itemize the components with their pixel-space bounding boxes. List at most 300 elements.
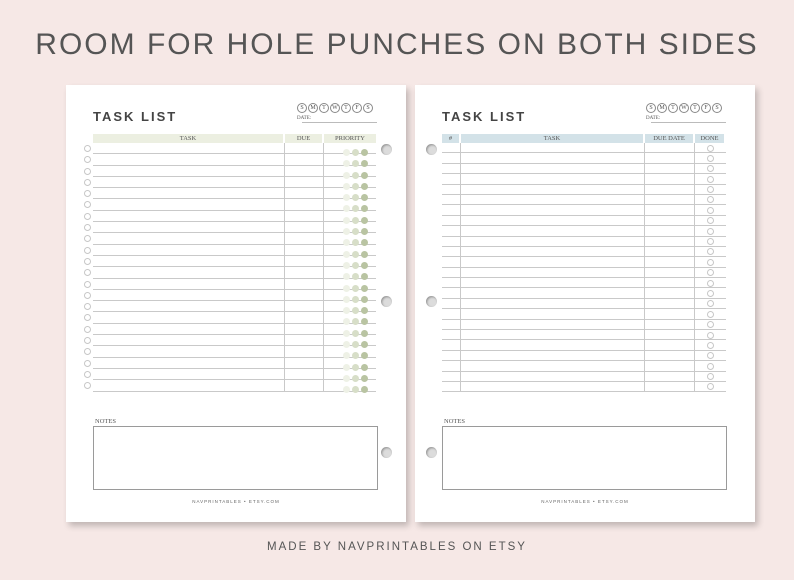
due-date-cell[interactable]: [645, 320, 695, 329]
task-cell[interactable]: [461, 247, 645, 256]
task-cell[interactable]: [93, 301, 285, 311]
due-date-cell[interactable]: [645, 372, 695, 381]
task-cell[interactable]: [461, 216, 645, 225]
hole-punch-icon: [426, 447, 437, 458]
task-cell[interactable]: [93, 369, 285, 379]
due-cell[interactable]: [285, 358, 324, 368]
done-circle-icon[interactable]: [707, 321, 714, 328]
checkbox-circle-icon[interactable]: [84, 337, 91, 344]
notes-label: NOTES: [444, 418, 465, 425]
priority-cell: [324, 199, 376, 209]
table-row: [93, 143, 376, 154]
done-circle-icon[interactable]: [707, 269, 714, 276]
hole-punch-icon: [381, 447, 392, 458]
table-row: [442, 330, 726, 340]
weekday-selector: [297, 103, 373, 113]
weekday-circle: T: [341, 103, 351, 113]
table-row: [93, 188, 376, 199]
table-row: [442, 278, 726, 288]
due-cell[interactable]: [285, 301, 324, 311]
due-date-cell[interactable]: [645, 205, 695, 214]
task-cell[interactable]: [93, 256, 285, 266]
number-cell[interactable]: [442, 268, 461, 277]
header-task: TASK: [93, 134, 283, 143]
table-row: [442, 205, 726, 215]
table-row: [93, 369, 376, 380]
due-cell[interactable]: [285, 233, 324, 243]
header-due: DUE: [285, 134, 322, 143]
task-cell[interactable]: [93, 199, 285, 209]
table-row: [442, 247, 726, 257]
done-circle-icon[interactable]: [707, 248, 714, 255]
checkbox-circle-icon[interactable]: [84, 292, 91, 299]
done-circle-icon[interactable]: [707, 238, 714, 245]
number-cell[interactable]: [442, 382, 461, 391]
done-cell: [695, 164, 726, 173]
done-cell: [695, 216, 726, 225]
done-circle-icon[interactable]: [707, 145, 714, 152]
table-row: [442, 382, 726, 392]
done-cell: [695, 351, 726, 360]
priority-dot-icon[interactable]: [361, 386, 368, 393]
task-cell[interactable]: [93, 188, 285, 198]
checkbox-circle-icon[interactable]: [84, 382, 91, 389]
header-done: DONE: [695, 134, 724, 143]
task-table: [442, 134, 726, 392]
due-cell[interactable]: [285, 143, 324, 153]
checkbox-circle-icon[interactable]: [84, 348, 91, 355]
done-circle-icon[interactable]: [707, 300, 714, 307]
table-row: [93, 256, 376, 267]
due-cell[interactable]: [285, 188, 324, 198]
table-row: [442, 237, 726, 247]
due-cell[interactable]: [285, 256, 324, 266]
weekday-circle: S: [363, 103, 373, 113]
task-cell[interactable]: [93, 177, 285, 187]
table-row: [442, 185, 726, 195]
priority-cell: [324, 324, 376, 334]
page-title: TASK LIST: [442, 109, 527, 124]
footer-credit: MADE BY NAVPRINTABLES ON ETSY: [267, 541, 527, 553]
checkbox-circle-icon[interactable]: [84, 360, 91, 367]
due-cell[interactable]: [285, 222, 324, 232]
task-cell[interactable]: [461, 268, 645, 277]
hole-punch-icon: [426, 144, 437, 155]
number-cell[interactable]: [442, 372, 461, 381]
table-row: [442, 340, 726, 350]
checkbox-circle-icon[interactable]: [84, 235, 91, 242]
weekday-circle: T: [690, 103, 700, 113]
weekday-circle: S: [712, 103, 722, 113]
priority-cell: [324, 290, 376, 300]
task-cell[interactable]: [93, 245, 285, 255]
priority-cell: [324, 177, 376, 187]
task-cell[interactable]: [461, 278, 645, 287]
due-date-cell[interactable]: [645, 195, 695, 204]
done-cell: [695, 153, 726, 162]
table-row: [93, 267, 376, 278]
table-row: [442, 226, 726, 236]
done-circle-icon[interactable]: [707, 352, 714, 359]
done-cell: [695, 185, 726, 194]
table-row: [442, 361, 726, 371]
due-date-cell[interactable]: [645, 268, 695, 277]
task-cell[interactable]: [93, 324, 285, 334]
number-cell[interactable]: [442, 330, 461, 339]
due-cell[interactable]: [285, 211, 324, 221]
weekday-circle: T: [668, 103, 678, 113]
done-cell: [695, 288, 726, 297]
table-row: [93, 233, 376, 244]
task-cell[interactable]: [461, 205, 645, 214]
priority-cell: [324, 335, 376, 345]
weekday-circle: S: [646, 103, 656, 113]
priority-dot-icon[interactable]: [343, 386, 350, 393]
number-cell[interactable]: [442, 257, 461, 266]
due-date-cell[interactable]: [645, 351, 695, 360]
done-circle-icon[interactable]: [707, 311, 714, 318]
priority-cell: [324, 267, 376, 277]
due-cell[interactable]: [285, 279, 324, 289]
done-cell: [695, 278, 726, 287]
done-cell: [695, 257, 726, 266]
task-cell[interactable]: [93, 358, 285, 368]
task-cell[interactable]: [93, 290, 285, 300]
task-cell[interactable]: [93, 267, 285, 277]
checkbox-circle-icon[interactable]: [84, 281, 91, 288]
table-row: [93, 222, 376, 233]
checkbox-circle-icon[interactable]: [84, 371, 91, 378]
task-cell[interactable]: [461, 288, 645, 297]
table-row: [93, 199, 376, 210]
due-cell[interactable]: [285, 154, 324, 164]
priority-cell: [324, 188, 376, 198]
done-circle-icon[interactable]: [707, 217, 714, 224]
due-cell[interactable]: [285, 199, 324, 209]
table-row: [93, 358, 376, 369]
header-priority: PRIORITY: [324, 134, 376, 143]
table-row: [442, 268, 726, 278]
done-cell: [695, 320, 726, 329]
table-row: [442, 351, 726, 361]
table-body: [93, 143, 376, 392]
number-cell[interactable]: [442, 216, 461, 225]
task-cell[interactable]: [461, 320, 645, 329]
task-cell[interactable]: [461, 153, 645, 162]
table-row: [93, 324, 376, 335]
due-date-cell[interactable]: [645, 382, 695, 391]
task-cell[interactable]: [461, 257, 645, 266]
priority-cell: [324, 279, 376, 289]
table-row: [442, 153, 726, 163]
done-circle-icon[interactable]: [707, 196, 714, 203]
done-circle-icon[interactable]: [707, 155, 714, 162]
task-cell[interactable]: [93, 166, 285, 176]
number-cell[interactable]: [442, 185, 461, 194]
priority-cell: [324, 346, 376, 356]
table-row: [442, 164, 726, 174]
number-cell[interactable]: [442, 278, 461, 287]
task-cell[interactable]: [93, 154, 285, 164]
table-row: [93, 279, 376, 290]
priority-cell: [324, 154, 376, 164]
table-row: [442, 143, 726, 153]
number-cell[interactable]: [442, 153, 461, 162]
task-cell[interactable]: [93, 211, 285, 221]
number-cell[interactable]: [442, 143, 461, 152]
notes-box: [442, 426, 727, 490]
priority-cell: [324, 312, 376, 322]
checkbox-circle-icon[interactable]: [84, 145, 91, 152]
headline: ROOM FOR HOLE PUNCHES ON BOTH SIDES: [35, 28, 759, 61]
task-cell[interactable]: [461, 382, 645, 391]
table-header: [93, 134, 376, 143]
done-cell: [695, 237, 726, 246]
number-cell[interactable]: [442, 237, 461, 246]
number-cell[interactable]: [442, 247, 461, 256]
notes-box: [93, 426, 378, 490]
done-cell: [695, 268, 726, 277]
done-cell: [695, 330, 726, 339]
due-date-cell[interactable]: [645, 247, 695, 256]
priority-cell: [324, 245, 376, 255]
number-cell[interactable]: [442, 320, 461, 329]
weekday-circle: T: [319, 103, 329, 113]
checkbox-circle-icon[interactable]: [84, 156, 91, 163]
table-row: [442, 372, 726, 382]
due-date-cell[interactable]: [645, 226, 695, 235]
checkbox-circle-icon[interactable]: [84, 314, 91, 321]
due-cell[interactable]: [285, 380, 324, 390]
page-title: TASK LIST: [93, 109, 178, 124]
due-date-cell[interactable]: [645, 216, 695, 225]
number-cell[interactable]: [442, 174, 461, 183]
due-date-cell[interactable]: [645, 174, 695, 183]
number-cell[interactable]: [442, 340, 461, 349]
due-date-cell[interactable]: [645, 278, 695, 287]
done-circle-icon[interactable]: [707, 186, 714, 193]
number-cell[interactable]: [442, 351, 461, 360]
due-date-cell[interactable]: [645, 143, 695, 152]
done-cell: [695, 174, 726, 183]
priority-cell: [324, 166, 376, 176]
done-circle-icon[interactable]: [707, 165, 714, 172]
task-cell[interactable]: [461, 309, 645, 318]
checkbox-circle-icon[interactable]: [84, 201, 91, 208]
due-cell[interactable]: [285, 290, 324, 300]
table-row: [93, 301, 376, 312]
task-cell[interactable]: [461, 185, 645, 194]
due-cell[interactable]: [285, 369, 324, 379]
done-cell: [695, 372, 726, 381]
done-cell: [695, 205, 726, 214]
weekday-selector: [646, 103, 722, 113]
checkbox-circle-icon[interactable]: [84, 224, 91, 231]
table-body: [442, 143, 726, 392]
task-cell[interactable]: [93, 222, 285, 232]
done-cell: [695, 361, 726, 370]
task-cell[interactable]: [93, 279, 285, 289]
due-date-cell[interactable]: [645, 185, 695, 194]
due-date-cell[interactable]: [645, 164, 695, 173]
due-cell[interactable]: [285, 267, 324, 277]
priority-cell: [324, 380, 376, 390]
done-circle-icon[interactable]: [707, 373, 714, 380]
date-label: DATE:: [646, 116, 661, 121]
due-date-cell[interactable]: [645, 257, 695, 266]
done-circle-icon[interactable]: [707, 383, 714, 390]
table-row: [93, 211, 376, 222]
table-row: [93, 245, 376, 256]
table-row: [93, 380, 376, 391]
number-cell[interactable]: [442, 205, 461, 214]
task-table: [93, 134, 376, 392]
table-row: [442, 288, 726, 298]
table-row: [93, 312, 376, 323]
date-label: DATE:: [297, 116, 312, 121]
priority-cell: [324, 369, 376, 379]
done-circle-icon[interactable]: [707, 332, 714, 339]
task-cell[interactable]: [93, 143, 285, 153]
priority-dot-icon[interactable]: [352, 386, 359, 393]
priority-cell: [324, 211, 376, 221]
done-circle-icon[interactable]: [707, 207, 714, 214]
done-cell: [695, 226, 726, 235]
priority-cell: [324, 256, 376, 266]
table-row: [442, 216, 726, 226]
task-cell[interactable]: [461, 174, 645, 183]
weekday-circle: W: [679, 103, 689, 113]
done-circle-icon[interactable]: [707, 290, 714, 297]
task-cell[interactable]: [93, 335, 285, 345]
table-row: [93, 346, 376, 357]
done-cell: [695, 299, 726, 308]
done-cell: [695, 195, 726, 204]
due-date-cell[interactable]: [645, 330, 695, 339]
number-cell[interactable]: [442, 299, 461, 308]
table-row: [442, 309, 726, 319]
done-circle-icon[interactable]: [707, 176, 714, 183]
hole-punch-icon: [381, 296, 392, 307]
task-cell[interactable]: [93, 346, 285, 356]
due-cell[interactable]: [285, 245, 324, 255]
due-date-cell[interactable]: [645, 299, 695, 308]
done-circle-icon[interactable]: [707, 280, 714, 287]
number-cell[interactable]: [442, 164, 461, 173]
due-date-cell[interactable]: [645, 237, 695, 246]
weekday-circle: W: [330, 103, 340, 113]
task-list-page-right: [415, 85, 755, 522]
done-circle-icon[interactable]: [707, 259, 714, 266]
due-date-cell[interactable]: [645, 340, 695, 349]
weekday-circle: F: [701, 103, 711, 113]
header-task: TASK: [461, 134, 643, 143]
table-row: [442, 320, 726, 330]
table-row: [93, 335, 376, 346]
checkbox-circle-icon[interactable]: [84, 168, 91, 175]
hole-punch-icon: [381, 144, 392, 155]
weekday-circle: M: [308, 103, 318, 113]
table-row: [442, 174, 726, 184]
task-cell[interactable]: [461, 237, 645, 246]
checkbox-circle-icon[interactable]: [84, 269, 91, 276]
due-cell[interactable]: [285, 177, 324, 187]
table-row: [442, 195, 726, 205]
due-date-cell[interactable]: [645, 361, 695, 370]
weekday-circle: F: [352, 103, 362, 113]
checkbox-circle-icon[interactable]: [84, 190, 91, 197]
task-cell[interactable]: [461, 143, 645, 152]
checkbox-circle-icon[interactable]: [84, 247, 91, 254]
done-circle-icon[interactable]: [707, 228, 714, 235]
weekday-circle: S: [297, 103, 307, 113]
due-cell[interactable]: [285, 166, 324, 176]
done-circle-icon[interactable]: [707, 363, 714, 370]
header-number: #: [442, 134, 459, 143]
date-line: [651, 122, 726, 123]
number-cell[interactable]: [442, 309, 461, 318]
task-cell[interactable]: [93, 312, 285, 322]
priority-cell: [324, 222, 376, 232]
task-cell[interactable]: [461, 299, 645, 308]
task-cell[interactable]: [461, 351, 645, 360]
checkbox-circle-icon[interactable]: [84, 213, 91, 220]
checkbox-circle-icon[interactable]: [84, 179, 91, 186]
table-row: [93, 166, 376, 177]
hole-punch-icon: [426, 296, 437, 307]
table-row: [93, 290, 376, 301]
date-line: [302, 122, 377, 123]
page-footer: NAVPRINTABLES • ETSY.COM: [541, 499, 629, 504]
due-cell[interactable]: [285, 335, 324, 345]
number-cell[interactable]: [442, 195, 461, 204]
header-due-date: DUE DATE: [645, 134, 693, 143]
due-cell[interactable]: [285, 324, 324, 334]
due-date-cell[interactable]: [645, 288, 695, 297]
task-cell[interactable]: [461, 330, 645, 339]
due-date-cell[interactable]: [645, 309, 695, 318]
priority-cell: [324, 358, 376, 368]
done-cell: [695, 143, 726, 152]
due-cell[interactable]: [285, 312, 324, 322]
checkbox-circle-icon[interactable]: [84, 303, 91, 310]
done-cell: [695, 247, 726, 256]
task-cell[interactable]: [461, 226, 645, 235]
notes-label: NOTES: [95, 418, 116, 425]
table-header: [442, 134, 726, 143]
task-cell[interactable]: [93, 233, 285, 243]
number-cell[interactable]: [442, 288, 461, 297]
table-row: [442, 299, 726, 309]
task-cell[interactable]: [461, 195, 645, 204]
done-cell: [695, 309, 726, 318]
table-row: [93, 154, 376, 165]
due-cell[interactable]: [285, 346, 324, 356]
checkbox-circle-icon[interactable]: [84, 258, 91, 265]
done-cell: [695, 340, 726, 349]
checkbox-circle-icon[interactable]: [84, 326, 91, 333]
task-cell[interactable]: [461, 340, 645, 349]
task-cell[interactable]: [461, 372, 645, 381]
done-circle-icon[interactable]: [707, 342, 714, 349]
task-cell[interactable]: [461, 164, 645, 173]
due-date-cell[interactable]: [645, 153, 695, 162]
done-cell: [695, 382, 726, 391]
task-cell[interactable]: [461, 361, 645, 370]
number-cell[interactable]: [442, 226, 461, 235]
number-cell[interactable]: [442, 361, 461, 370]
task-cell[interactable]: [93, 380, 285, 390]
